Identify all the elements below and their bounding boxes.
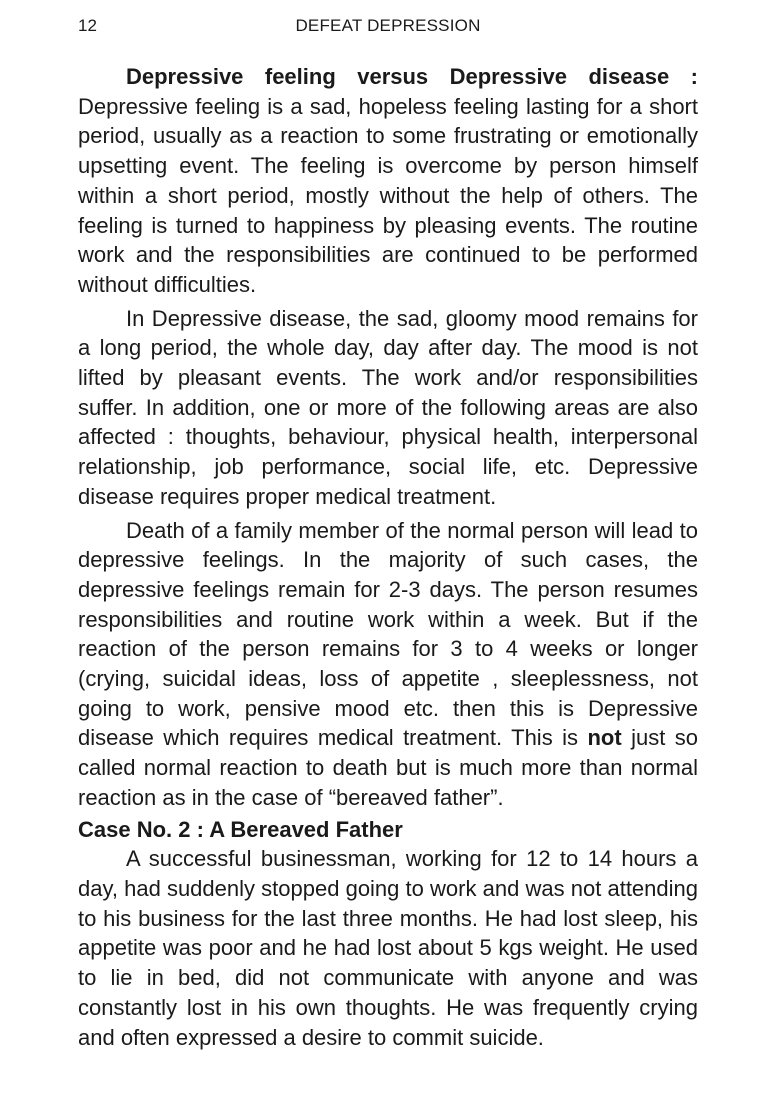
emphasis-not: not: [587, 725, 622, 751]
paragraph-death-reaction-text: Death of a family member of the normal person will lead to depressive feelings. In the majority of such cases, the depressive feelings remain for 2-3 days. The person resumes responsibilities and routine work within a week. But if the reaction of the person remains for 3 to 4 weeks or longer (crying, suicidal ideas, loss of appetite , sleeplessness, not going to work, pensive mood etc. then this is Depressive disease which requires medical treatment. This is: [78, 517, 698, 751]
page-body: [78, 62, 698, 1052]
paragraph-depressive-feeling-text: Depressive feeling is a sad, hopeless feeling lasting for a short period, usually as a reaction to some frustrating or emotionally upsetting event. The feeling is overcome by person himself within a short period, mostly without the help of others. The feeling is turned to happiness by pleasing events. The routine work and the responsibilities are continued to be performed without difficulties.: [78, 93, 698, 297]
paragraph-depressive-feeling: [78, 62, 698, 300]
page-header: [78, 16, 698, 40]
paragraph-depressive-disease: In Depressive disease, the sad, gloomy mood remains for a long period, the whole day, day after day. The mood is not lifted by pleasant events. The work and/or responsibilities suffer. In addition, one or more of the following areas are also affected : thoughts, behaviour, physical health, interpersonal relationship, job performance, social life, etc. Depressive disease requires proper medical treatment.: [78, 305, 698, 509]
case-heading: Case No. 2 : A Bereaved Father: [78, 816, 403, 842]
paragraph-case-description: A successful businessman, working for 12 to 14 hours a day, had suddenly stopped going to work and was not attending to his business for the last three months. He had lost sleep, his appetite was poor and he had lost about 5 kgs weight. He used to lie in bed, did not communicate with anyone and was constantly lost in his own thoughts. He was frequently crying and often expressed a desire to commit suicide.: [78, 846, 698, 1050]
page-number: 12: [78, 16, 97, 35]
paragraph-death-reaction: [78, 516, 698, 813]
paragraph-death-reaction-text-end: just so called normal reaction to death but is much more than normal reaction as in the case of “bereaved father”.: [78, 725, 698, 810]
section-lead-heading: Depressive feeling versus Depressive disease :: [126, 64, 698, 89]
running-title: DEFEAT DEPRESSION: [295, 16, 481, 35]
